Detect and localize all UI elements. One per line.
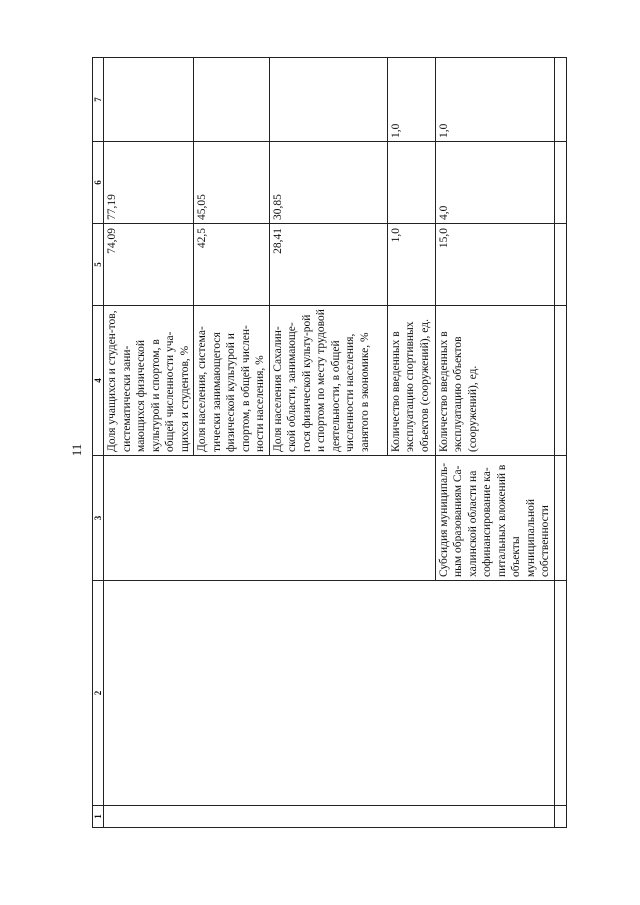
cell-empty: [554, 306, 566, 456]
page-number: 11: [69, 443, 84, 457]
cell-empty: [554, 581, 566, 806]
cell-value-7: [269, 58, 387, 142]
cell-indicator: Доля населения, система-тически занимающегося физической культурой и спортом, в общей числен-ности населения, %: [194, 306, 270, 456]
column-header-1: 1: [93, 806, 104, 828]
table-row-empty: [554, 58, 566, 828]
cell-indicator: Доля населения Сахалин-ской области, занимающе-гося физической культу-рой и спортом по месту трудовой деятельности, в общей численности населения, занятого в экономике, %: [269, 306, 387, 456]
column-header-4: 4: [93, 306, 104, 456]
cell-indicator: Количество введенных в эксплуатацию спортивных объектов (сооружений), ед.: [387, 306, 435, 456]
cell-value-5: 42,5: [194, 224, 270, 306]
column-header-row: [93, 58, 104, 828]
indicators-table: [92, 57, 567, 828]
rotated-table-container: [92, 58, 552, 828]
column-header-2: 2: [93, 581, 104, 806]
cell-value-6: 77,19: [104, 142, 194, 224]
cell-value-6: 4,0: [435, 142, 554, 224]
cell-col2: [104, 581, 555, 806]
cell-empty: [554, 58, 566, 142]
cell-value-5: 15,0: [435, 224, 554, 306]
cell-empty: [554, 142, 566, 224]
cell-value-5: 1,0: [387, 224, 435, 306]
cell-value-5: 74,09: [104, 224, 194, 306]
column-header-6: 6: [93, 142, 104, 224]
cell-indicator: Доля учащихся и студен-тов, систематически зани-мающихся физической культурой и спортом, в общей численности уча-щихся и студентов, %: [104, 306, 194, 456]
cell-empty: [554, 806, 566, 828]
cell-value-7: 1,0: [435, 58, 554, 142]
column-header-3: 3: [93, 456, 104, 581]
cell-event: Субсидия муниципаль-ным образованиям Са-халинской области на софинансирование ка-питальных вложений в объекты муниципальной собственности: [435, 456, 554, 581]
cell-empty: [554, 456, 566, 581]
cell-col1: [104, 806, 555, 828]
column-header-5: 5: [93, 224, 104, 306]
cell-value-7: [194, 58, 270, 142]
cell-indicator: Количество введенных в эксплуатацию объектов (сооружений), ед.: [435, 306, 554, 456]
cell-empty: [554, 224, 566, 306]
cell-value-7: 1,0: [387, 58, 435, 142]
table-row: [104, 58, 194, 828]
column-header-7: 7: [93, 58, 104, 142]
cell-value-6: 45,05: [194, 142, 270, 224]
cell-value-5: 28,41: [269, 224, 387, 306]
cell-value-6: 30,85: [269, 142, 387, 224]
cell-value-6: [387, 142, 435, 224]
cell-value-7: [104, 58, 194, 142]
cell-event-empty: [104, 456, 436, 581]
